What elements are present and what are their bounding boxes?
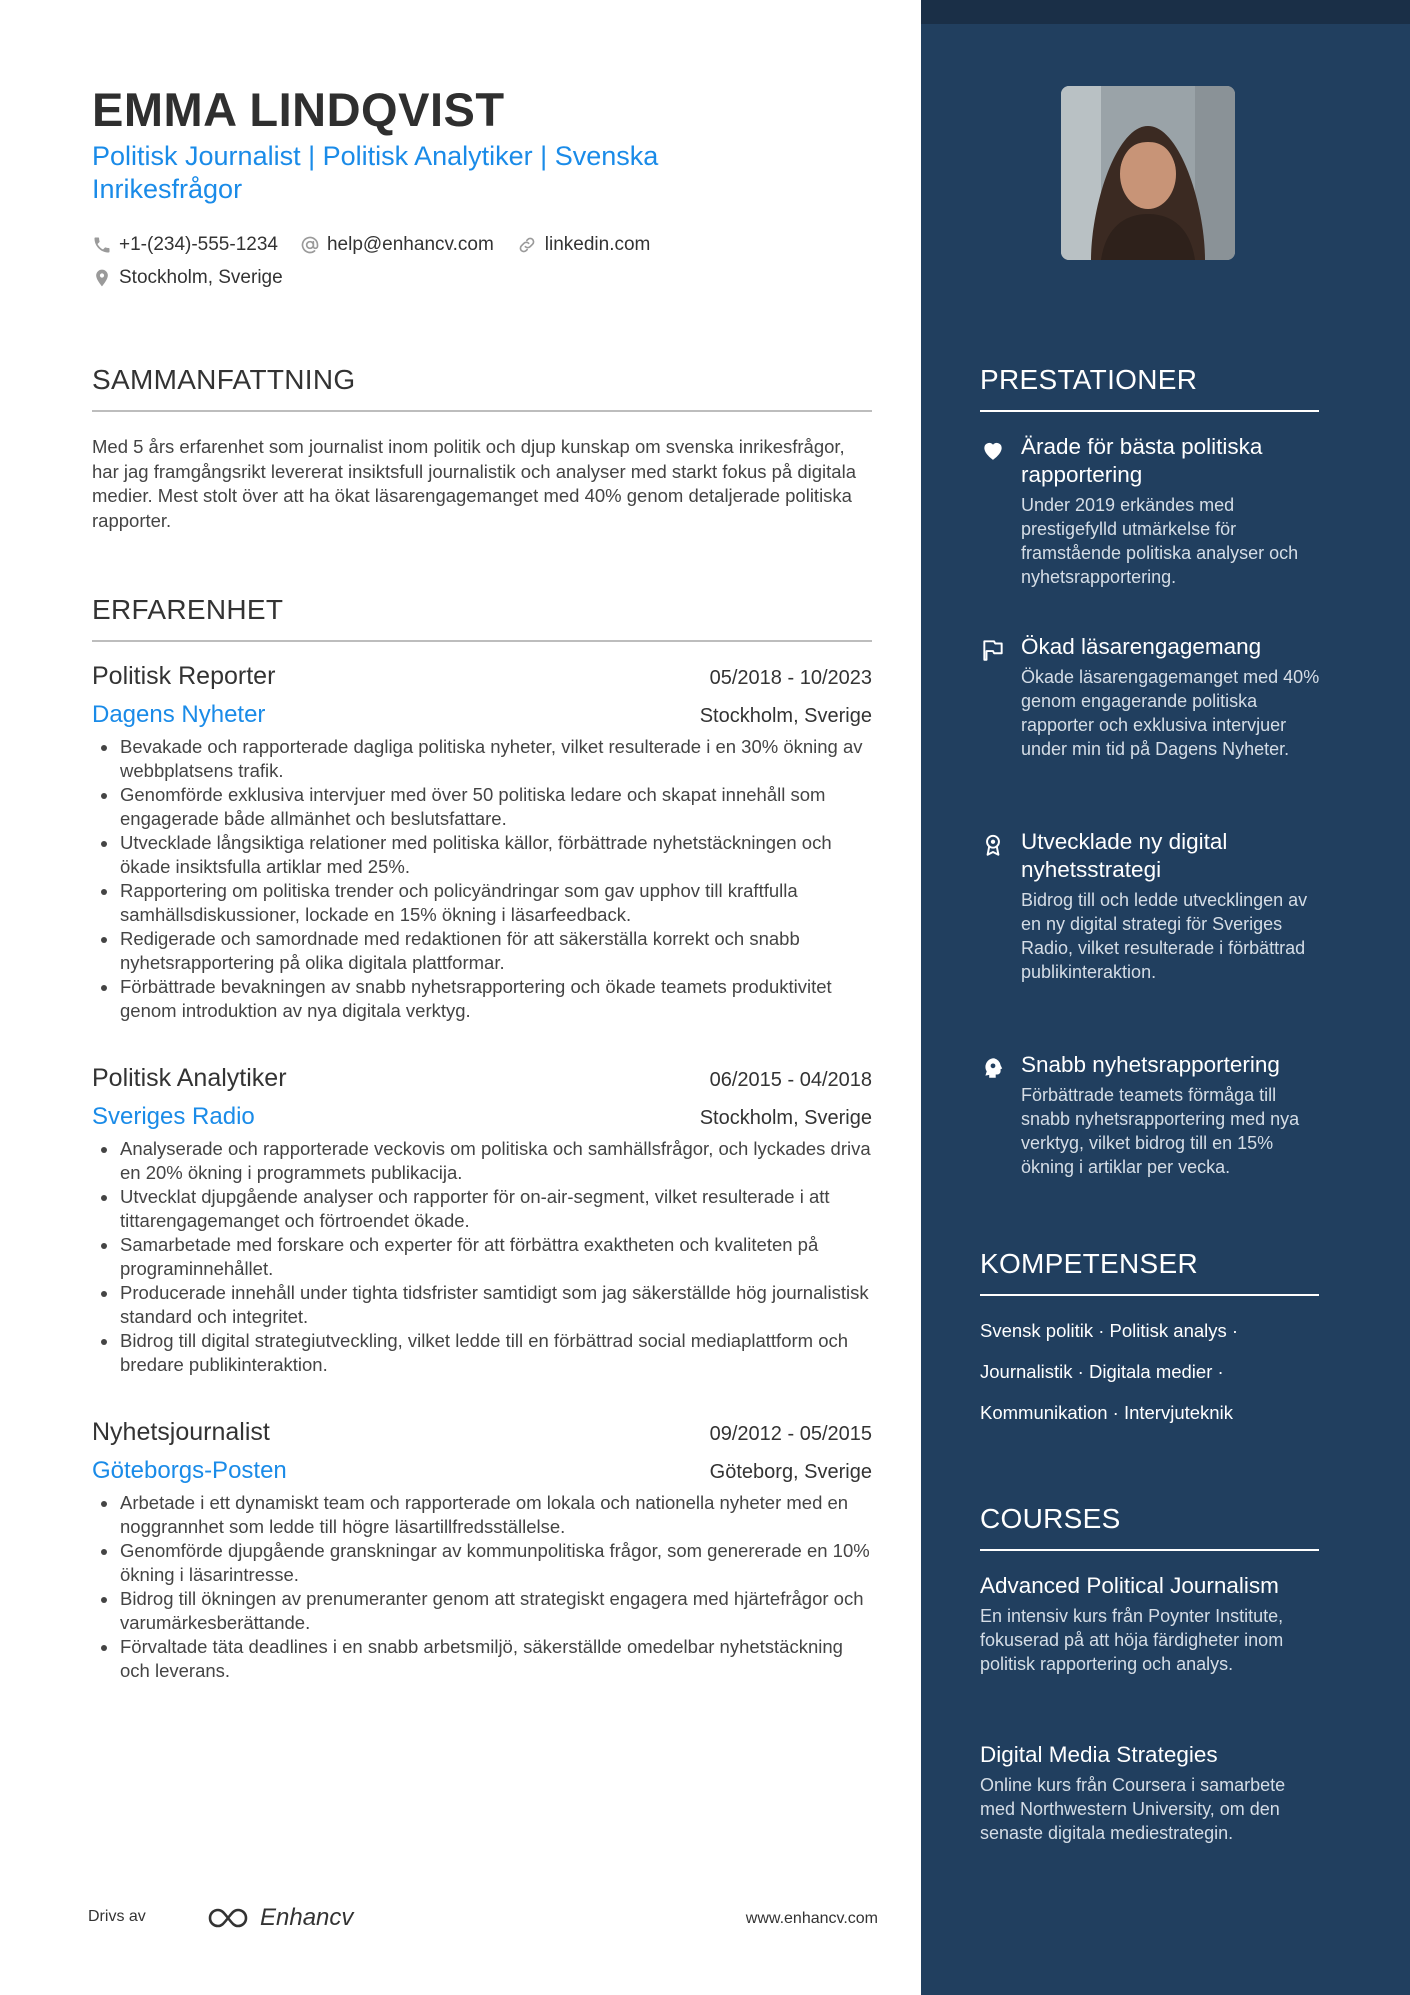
website-link[interactable]: www.enhancv.com xyxy=(745,1910,878,1927)
achievements-heading: PRESTATIONER xyxy=(980,364,1319,412)
email-address: help@enhancv.com xyxy=(326,233,494,255)
heart-icon xyxy=(980,437,1006,463)
job-role: Nyhetsjournalist xyxy=(92,1418,270,1446)
summary-text: Med 5 års erfarenhet som journalist inom politik och djup kunskap om svenska inrikesfrågor, har jag framgångsrikt levererat insiktsfull journalistik och analyser med starkt fokus på digitala medier. Mest stolt över att ha ökat läsarengagemanget med 40% genom detaljerade politiska rapporter. xyxy=(92,436,856,531)
achievement-desc: Förbättrade teamets förmåga till snabb nyhetsrapportering med nya verktyg, vilket bidrog till en 15% ökning i artiklar per vecka. xyxy=(1021,1085,1300,1177)
experience-heading: ERFARENHET xyxy=(92,594,872,642)
footer xyxy=(88,1904,878,1936)
course-title: Advanced Political Journalism xyxy=(980,1573,1279,1598)
achievement-title: Ökad läsarengagemang xyxy=(1021,634,1262,659)
courses-heading: COURSES xyxy=(980,1503,1319,1551)
job-company: Dagens Nyheter xyxy=(92,701,266,728)
bullet-item: Genomförde exklusiva intervjuer med över 50 politiska ledare och skapat innehåll som engagerade både allmänhet och beslutsfattare. xyxy=(92,783,872,831)
job-dates: 09/2012 - 05/2015 xyxy=(709,1423,872,1445)
sidebar xyxy=(921,0,1410,1995)
location-text: Stockholm, Sverige xyxy=(119,266,283,288)
at-icon xyxy=(300,235,320,255)
bullet-item: Utvecklat djupgående analyser och rapporter för on-air-segment, vilket resulterade i att tittarengagemanget och förtroendet ökade. xyxy=(92,1185,872,1233)
course-desc: En intensiv kurs från Poynter Institute, fokuserad på att höja färdigheter inom politisk rapportering och analys. xyxy=(980,1606,1284,1674)
sidebar-top-strip xyxy=(921,0,1410,24)
achievement-desc: Under 2019 erkändes med prestigefylld utmärkelse för framstående politiska analyser och nyhetsrapportering. xyxy=(1021,495,1299,587)
skill-line: Journalistik · Digitala medier · xyxy=(980,1361,1224,1382)
job-dates: 05/2018 - 10/2023 xyxy=(709,667,872,689)
course-item xyxy=(980,1572,1325,1676)
course-item xyxy=(980,1741,1325,1845)
job-company: Göteborgs-Posten xyxy=(92,1457,287,1484)
achievement-desc: Bidrog till och ledde utvecklingen av en ny digital strategi för Sveriges Radio, vilket resulterade i förbättrad publikinteraktion. xyxy=(1021,890,1308,982)
job-location: Göteborg, Sverige xyxy=(709,1461,872,1483)
job-role: Politisk Reporter xyxy=(92,662,276,690)
linkedin-contact[interactable] xyxy=(516,234,651,256)
phone-number: +1-(234)-555-1234 xyxy=(119,233,278,255)
achievement-item xyxy=(980,828,1325,984)
portrait-image xyxy=(1061,86,1235,260)
bullet-item: Redigerade och samordnade med redaktionen för att säkerställa korrekt och snabb nyhetsrapportering på olika digitala plattformar. xyxy=(92,927,872,975)
link-icon xyxy=(516,235,538,255)
skill-line: Svensk politik · Politisk analys · xyxy=(980,1320,1239,1341)
job-dates: 06/2015 - 04/2018 xyxy=(709,1069,872,1091)
job-entry xyxy=(92,662,872,1023)
phone-contact[interactable] xyxy=(92,234,278,256)
achievement-item xyxy=(980,1051,1325,1179)
job-location: Stockholm, Sverige xyxy=(699,705,872,727)
job-entry xyxy=(92,1064,872,1377)
email-contact[interactable] xyxy=(300,234,494,256)
location-pin-icon xyxy=(92,268,112,288)
course-desc: Online kurs från Coursera i samarbete med Northwestern University, om den senaste digitala mediestrategin. xyxy=(980,1775,1286,1843)
job-bullets xyxy=(92,1137,872,1377)
job-company: Sveriges Radio xyxy=(92,1103,255,1130)
achievement-title: Utvecklade ny digital nyhetsstrategi xyxy=(1021,829,1228,882)
skills-list xyxy=(980,1310,1310,1433)
contact-info xyxy=(92,228,872,294)
achievement-title: Ärade för bästa politiska rapportering xyxy=(1021,434,1263,487)
job-bullets xyxy=(92,735,872,1023)
job-entry xyxy=(92,1418,872,1683)
award-icon xyxy=(980,832,1006,858)
bullet-item: Samarbetade med forskare och experter för att förbättra exaktheten och kvaliteten på programinnehållet. xyxy=(92,1233,872,1281)
bullet-item: Bidrog till ökningen av prenumeranter genom att strategiskt engagera med hjärtefrågor och varumärkesberättande. xyxy=(92,1587,872,1635)
bullet-item: Bidrog till digital strategiutveckling, vilket ledde till en förbättrad social mediaplattform och bredare publikinteraktion. xyxy=(92,1329,872,1377)
achievement-desc: Ökade läsarengagemanget med 40% genom engagerande politiska rapporter och exklusiva intervjuer under min tid på Dagens Nyheter. xyxy=(1021,667,1320,759)
bullet-item: Förvaltade täta deadlines i en snabb arbetsmiljö, säkerställde omedelbar nyhetstäckning och leverans. xyxy=(92,1635,872,1683)
course-title: Digital Media Strategies xyxy=(980,1742,1218,1767)
summary-heading: SAMMANFATTNING xyxy=(92,364,872,412)
bullet-item: Rapportering om politiska trender och policyändringar som gav upphov till kraftfulla samhällsdiskussioner, lockade en 15% ökning i läsarfeedback. xyxy=(92,879,872,927)
brain-icon xyxy=(980,1055,1006,1081)
bullet-item: Bevakade och rapporterade dagliga politiska nyheter, vilket resulterade i en 30% ökning av webbplatsens trafik. xyxy=(92,735,872,783)
phone-icon xyxy=(92,235,112,255)
bullet-item: Producerade innehåll under tighta tidsfrister samtidigt som jag säkerställde hög journalistisk standard och integritet. xyxy=(92,1281,872,1329)
profile-photo xyxy=(1061,86,1235,260)
skill-line: Kommunikation · Intervjuteknik xyxy=(980,1402,1233,1423)
linkedin-link: linkedin.com xyxy=(544,233,651,255)
achievement-item xyxy=(980,633,1325,761)
flag-icon xyxy=(980,637,1006,663)
bullet-item: Analyserade och rapporterade veckovis om politiska och samhällsfrågor, och lyckades driva en 20% ökning i programmets publikacija. xyxy=(92,1137,872,1185)
bullet-item: Utvecklade långsiktiga relationer med politiska källor, förbättrade nyhetstäckningen och ökade insiktsfulla artiklar med 25%. xyxy=(92,831,872,879)
bullet-item: Arbetade i ett dynamiskt team och rapporterade om lokala och nationella nyheter med en noggrannhet som ledde till högre läsartillfredsställelse. xyxy=(92,1491,872,1539)
candidate-title: Politisk Journalist | Politisk Analytiker | Svenska Inrikesfrågor xyxy=(92,141,659,204)
enhancv-logo[interactable] xyxy=(206,1904,353,1932)
skills-heading: KOMPETENSER xyxy=(980,1248,1319,1296)
powered-by-label: Drivs av xyxy=(88,1908,146,1925)
bullet-item: Genomförde djupgående granskningar av kommunpolitiska frågor, som genererade en 10% ökning i läsarintresse. xyxy=(92,1539,872,1587)
achievement-title: Snabb nyhetsrapportering xyxy=(1021,1052,1280,1077)
achievement-item xyxy=(980,433,1325,589)
location-contact xyxy=(92,267,283,289)
candidate-name: EMMA LINDQVIST xyxy=(92,83,505,136)
brand-name: Enhancv xyxy=(260,1904,354,1931)
job-role: Politisk Analytiker xyxy=(92,1064,287,1092)
enhancv-logo-icon xyxy=(206,1905,254,1931)
bullet-item: Förbättrade bevakningen av snabb nyhetsrapportering och ökade teamets produktivitet genom introduktion av nya digitala verktyg. xyxy=(92,975,872,1023)
job-location: Stockholm, Sverige xyxy=(699,1107,872,1129)
job-bullets xyxy=(92,1491,872,1683)
